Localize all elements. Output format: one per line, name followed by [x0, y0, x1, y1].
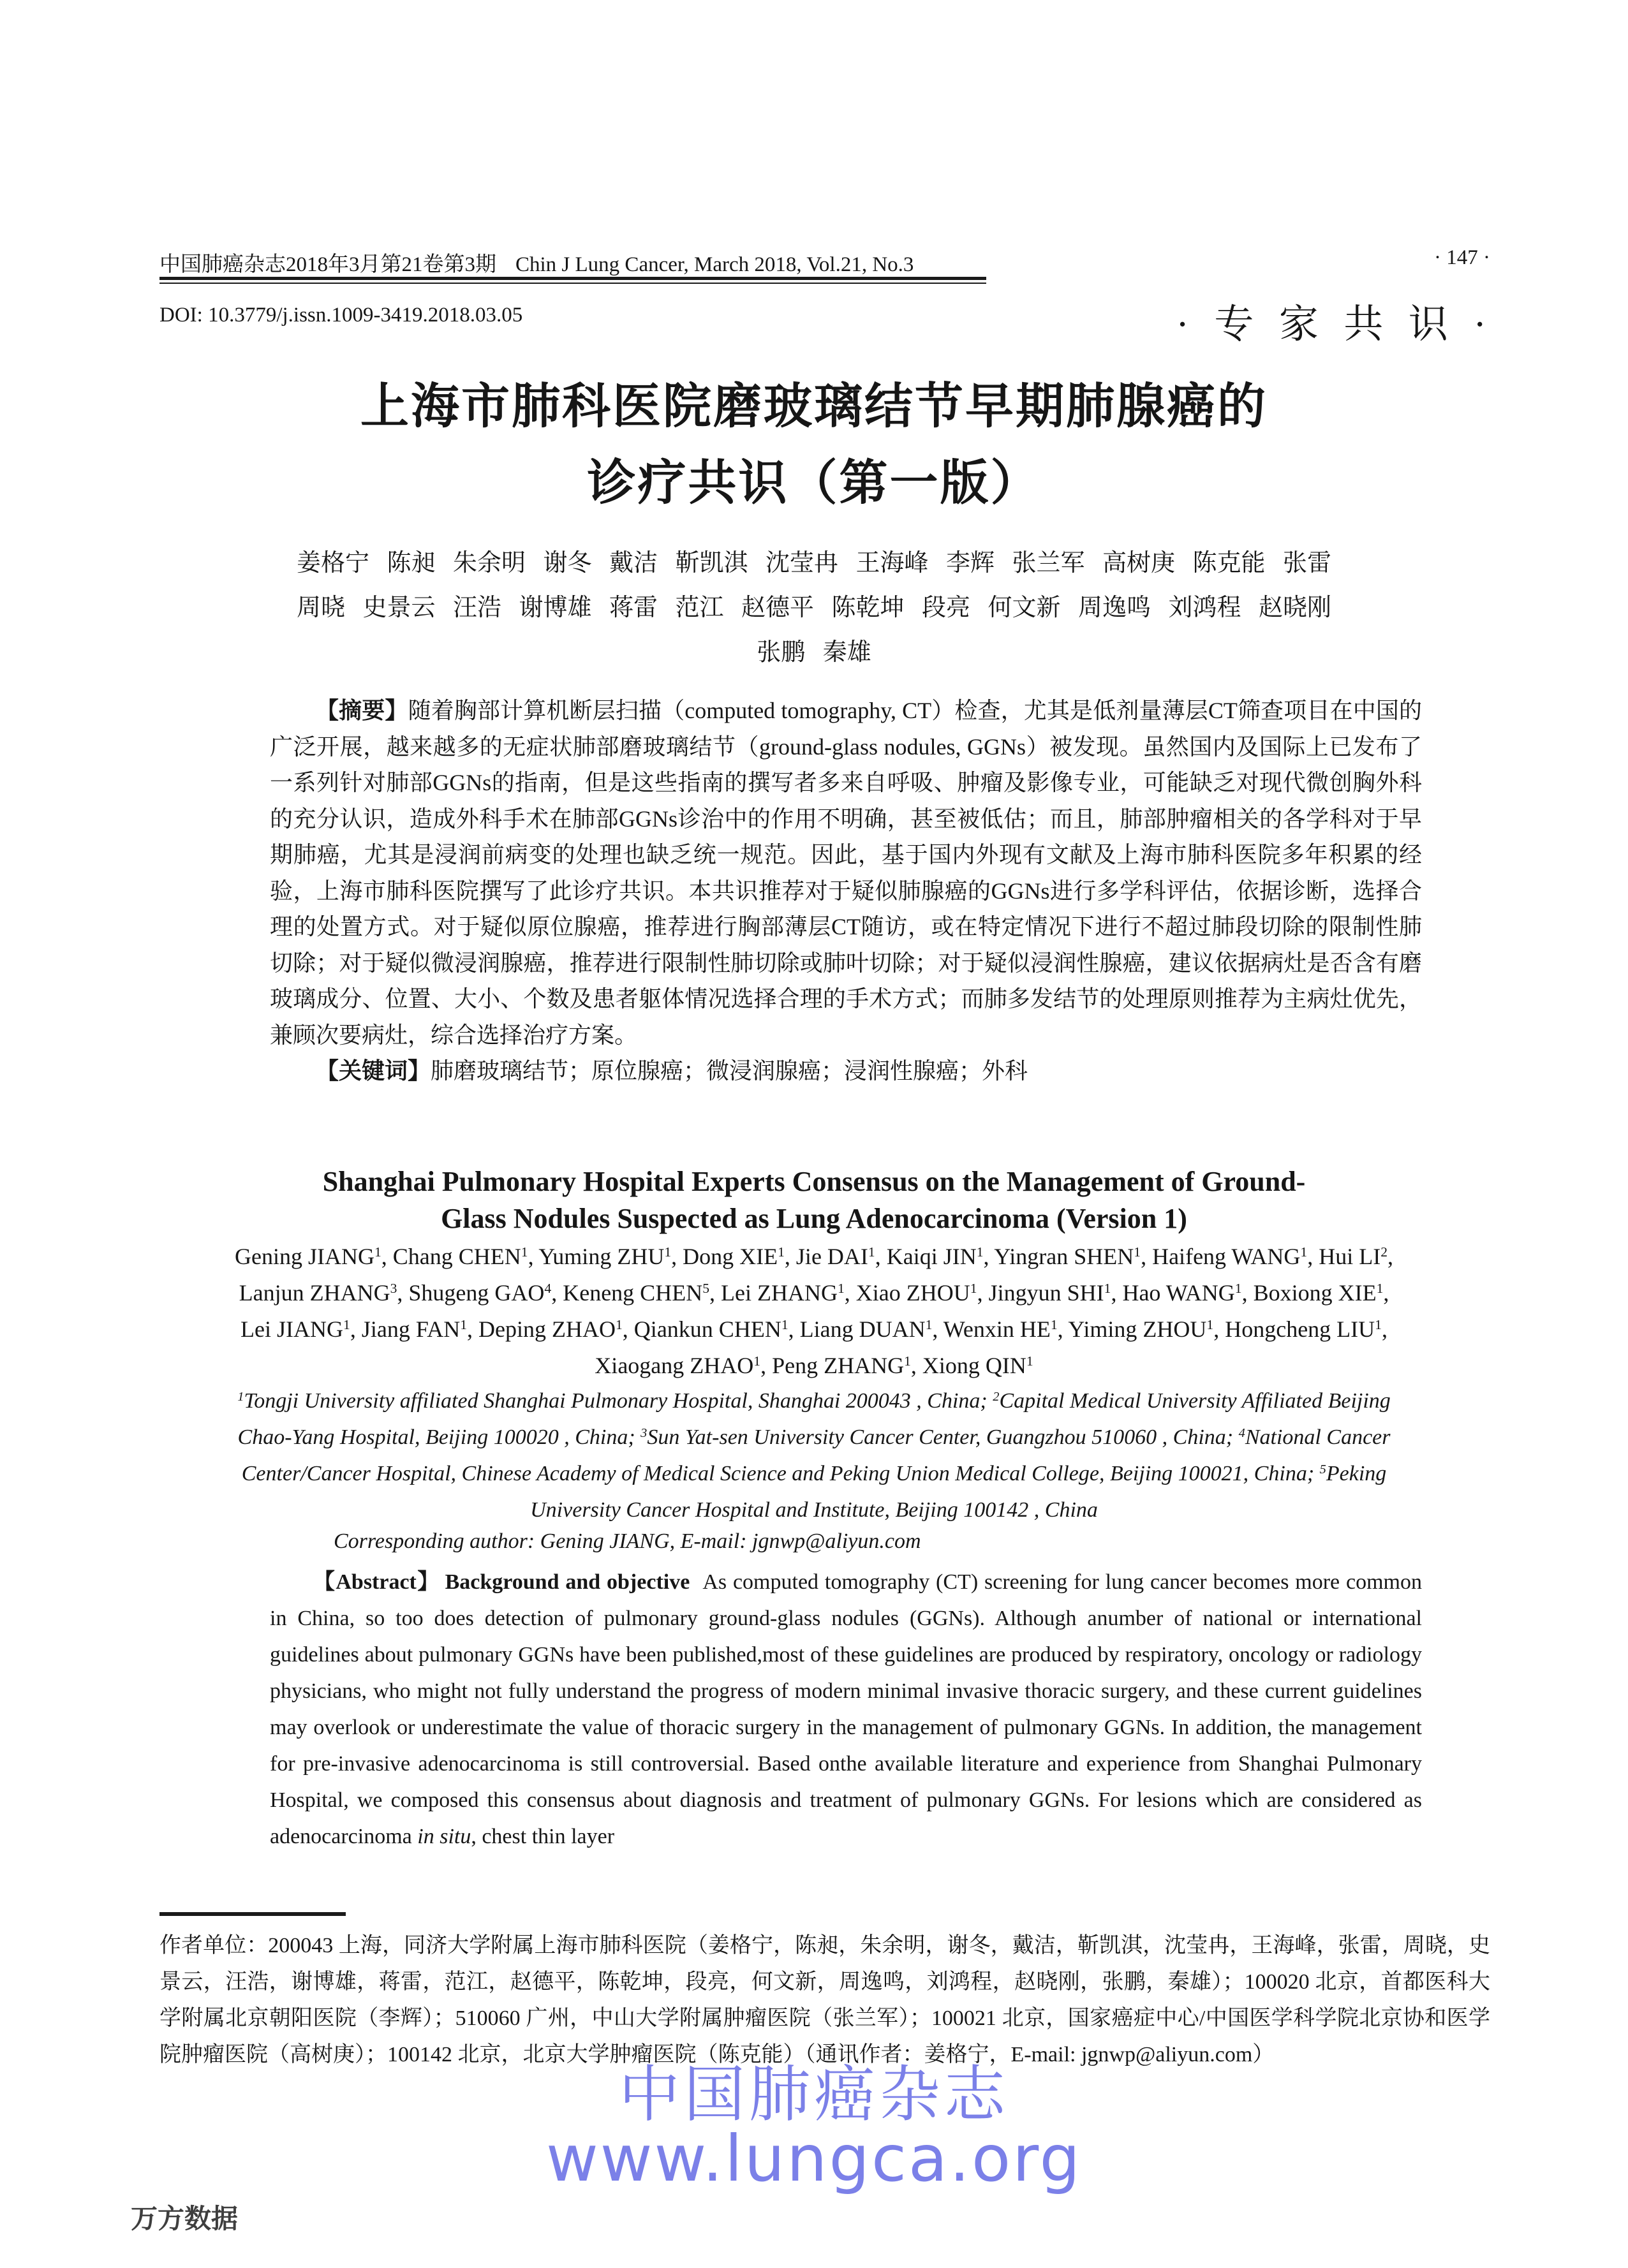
- keywords-cn: [270, 1053, 1422, 1089]
- authors-en-line3: Lei JIANG$^1$, Jiang FAN$^1$, Deping ZHAO$^1$, Qiankun CHEN$^1$, Liang DUAN$^1$, Wenxin $HE^1$, Yiming ZHOU$^1$, Hongcheng LIU$^1$,: [241, 1316, 1388, 1342]
- affiliation-line1: $^1$Tongji University affiliated Shanghai Pulmonary Hospital, Shanghai 200043 , China; $^2$Capital Medical University Affiliated Beijing: [237, 1389, 1391, 1413]
- page-number: · 147 ·: [1434, 246, 1490, 269]
- abstract-en-label: 【Abstract】: [313, 1570, 440, 1594]
- article-title-cn: [0, 369, 1628, 522]
- abstract-cn-body: 随着胸部计算机断层扫描（computed tomography, CT）检查，尤其是低剂量薄层CT筛查项目在中国的广泛开展，越来越多的无症状肺部磨玻璃结节（ground-glass nodules, GGNs）被发现。虽然国内及国际上已发布了一系列针对肺部GGNs的指南，但是这些指南的撰写者多来自呼吸、肿瘤及影像专业，可能缺乏对现代微创胸外科的充分认识，造成外科手术在肺部GGNs诊治中的作用不明确，甚至被低估；而且，肺部肿瘤相关的各学科对于早期肺癌，尤其是浸润前病变的处理也缺乏统一规范。因此，基于国内外现有文献及上海市肺科医院多年积累的经验，上海市肺科医院撰写了此诊疗共识。本共识推荐对于疑似肺腺癌的GGNs进行多学科评估，依据诊断，选择合理的处置方式。对于疑似原位腺癌，推荐进行胸部薄层CT随访，或在特定情况下进行不超过肺段切除的限制性肺切除；对于疑似微浸润腺癌，推荐进行限制性肺切除或肺叶切除；对于疑似浸润性腺癌，建议依据病灶是否含有磨玻璃成分、位置、大小、个数及患者躯体情况选择合理的手术方式；而肺多发结节的处理原则推荐为主病灶优先，兼顾次要病灶，综合选择治疗方案。: [270, 698, 1422, 1048]
- journal-header: [159, 247, 914, 277]
- watermark-journal-name: 中国肺癌杂志: [619, 2059, 1009, 2130]
- authors-cn-line3: 张鹏 秦雄: [757, 639, 871, 666]
- abstract-en: [270, 1564, 1422, 1855]
- journal-title-cn: 中国肺癌杂志2018年3月第21卷第3期: [159, 253, 496, 276]
- abstract-en-body1: As computed tomography (CT) screening for lung cancer becomes more common in China, so too does detection of pulmonary ground-glass nodules (GGNs). Although anumber of national or international guidelines about pulmonary GGNs have been published,most of these guidelines are produced by respiratory, oncology or radiology physicians, who might not fully understand the progress of modern minimal invasive thoracic surgery, and these current guidelines may overlook or underestimate the value of thoracic surgery in the management of pulmonary GGNs. In addition, the management for pre-invasive adenocarcinoma is still controversial. Based onthe available literature and experience from Shanghai Pulmonary Hospital, we composed this consensus about diagnosis and treatment of pulmonary GGNs. For lesions which are considered as adenocarcinoma: [270, 1570, 1422, 1848]
- authors-en-line2: Lanjun ZHANG$^3$, Shugeng GAO$^4$, Keneng CHEN$^5$, Lei ZHANG$^1$, Xiao ZHOU$^1$, Jingyun SHI$^1$, Hao WANG$^1$, Boxiong XIE$^1$,: [239, 1280, 1389, 1306]
- journal-title-en: Chin J Lung Cancer, March 2018, Vol.21, No.3: [515, 253, 914, 276]
- title-en-line2: Glass Nodules Suspected as Lung Adenocarcinoma (Version 1): [441, 1203, 1187, 1234]
- authors-en-line4: Xiaogang ZHAO$^1$, Peng ZHANG$^1$, Xiong QIN$^1$: [595, 1353, 1033, 1378]
- authors-cn-line1: 姜格宁 陈昶 朱余明 谢冬 戴洁 靳凯淇 沈莹冉 王海峰 李辉 张兰军 高树庚 陈克能 张雷: [296, 550, 1331, 577]
- doi: DOI: 10.3779/j.issn.1009-3419.2018.03.05: [159, 304, 523, 327]
- header-rule: [159, 277, 986, 284]
- authors-en: [0, 1239, 1628, 1384]
- wanfang-data-logo: 万方数据: [131, 2203, 239, 2234]
- corresponding-author: Corresponding author: Gening JIANG, E-mail: jgnwp@aliyun.com: [334, 1529, 921, 1553]
- footnote-affiliations: 作者单位：200043 上海，同济大学附属上海市肺科医院（姜格宁，陈昶，朱余明，谢冬，戴洁，靳凯淇，沈莹冉，王海峰，张雷，周晓，史景云，汪浩，谢博雄，蒋雷，范江，赵德平，陈乾坤，段亮，何文新，周逸鸣，刘鸿程，赵晓刚，张鹏，秦雄）；100020 北京，首都医科大学附属北京朝阳医院（李辉）；510060 广州，中山大学附属肿瘤医院（张兰军）；100021 北京，国家癌症中心/中国医学科学院北京协和医学院肿瘤医院（高树庚）；100142 北京，北京大学肿瘤医院（陈克能）（通讯作者：姜格宁，E-mail: jgnwp@aliyun.com）: [159, 1934, 1490, 2066]
- keywords-cn-label: 【关键词】: [316, 1057, 431, 1084]
- abstract-en-italic: in situ: [417, 1825, 471, 1848]
- abstract-cn-block: [270, 693, 1422, 1089]
- article-title-en: [0, 1163, 1628, 1237]
- affiliation-line3: Center/Cancer Hospital, Chinese Academy of Medical Science and Peking Union Medical College, Beijing 100021, China; $^5$Peking: [241, 1462, 1387, 1485]
- affiliation-line2: Chao-Yang Hospital, Beijing 100020 , China; $^3$Sun Yat-sen University Cancer Center, Guangzhou 510060 , China; $^4$National Cancer: [237, 1425, 1391, 1449]
- affiliations: [0, 1383, 1628, 1528]
- authors-en-line1: Gening JIANG$^1$, Chang CHEN$^1$, Yuming ZHU$^1$, Dong XIE$^1$, Jie DAI$^1$, Kaiqi JIN$^1$, Yingran SHEN$^1$, Haifeng WANG$^1$, Hui $LI^2$,: [234, 1244, 1394, 1269]
- authors-cn: [0, 541, 1628, 675]
- title-cn-line2: 诊疗共识（第一版）: [587, 456, 1041, 510]
- abstract-en-body2: , chest thin layer: [471, 1825, 615, 1848]
- abstract-cn: [270, 693, 1422, 1053]
- keywords-cn-body: 肺磨玻璃结节；原位腺癌；微浸润腺癌；浸润性腺癌；外科: [431, 1058, 1028, 1084]
- abstract-en-heading: Background and objective: [445, 1570, 690, 1594]
- title-cn-line1: 上海市肺科医院磨玻璃结节早期肺腺癌的: [360, 379, 1268, 434]
- abstract-cn-label: 【摘要】: [316, 697, 408, 723]
- watermark-url: www.lungca.org: [545, 2121, 1083, 2196]
- title-en-line1: Shanghai Pulmonary Hospital Experts Consensus on the Management of Ground-: [322, 1166, 1306, 1197]
- footnote-rule: [159, 1912, 346, 1916]
- affiliation-line4: University Cancer Hospital and Institute, Beijing 100142 , China: [530, 1498, 1098, 1522]
- section-label: · 专 家 共 识 ·: [1176, 303, 1494, 346]
- authors-cn-line2: 周晓 史景云 汪浩 谢博雄 蒋雷 范江 赵德平 陈乾坤 段亮 何文新 周逸鸣 刘鸿程 赵晓刚: [296, 594, 1331, 621]
